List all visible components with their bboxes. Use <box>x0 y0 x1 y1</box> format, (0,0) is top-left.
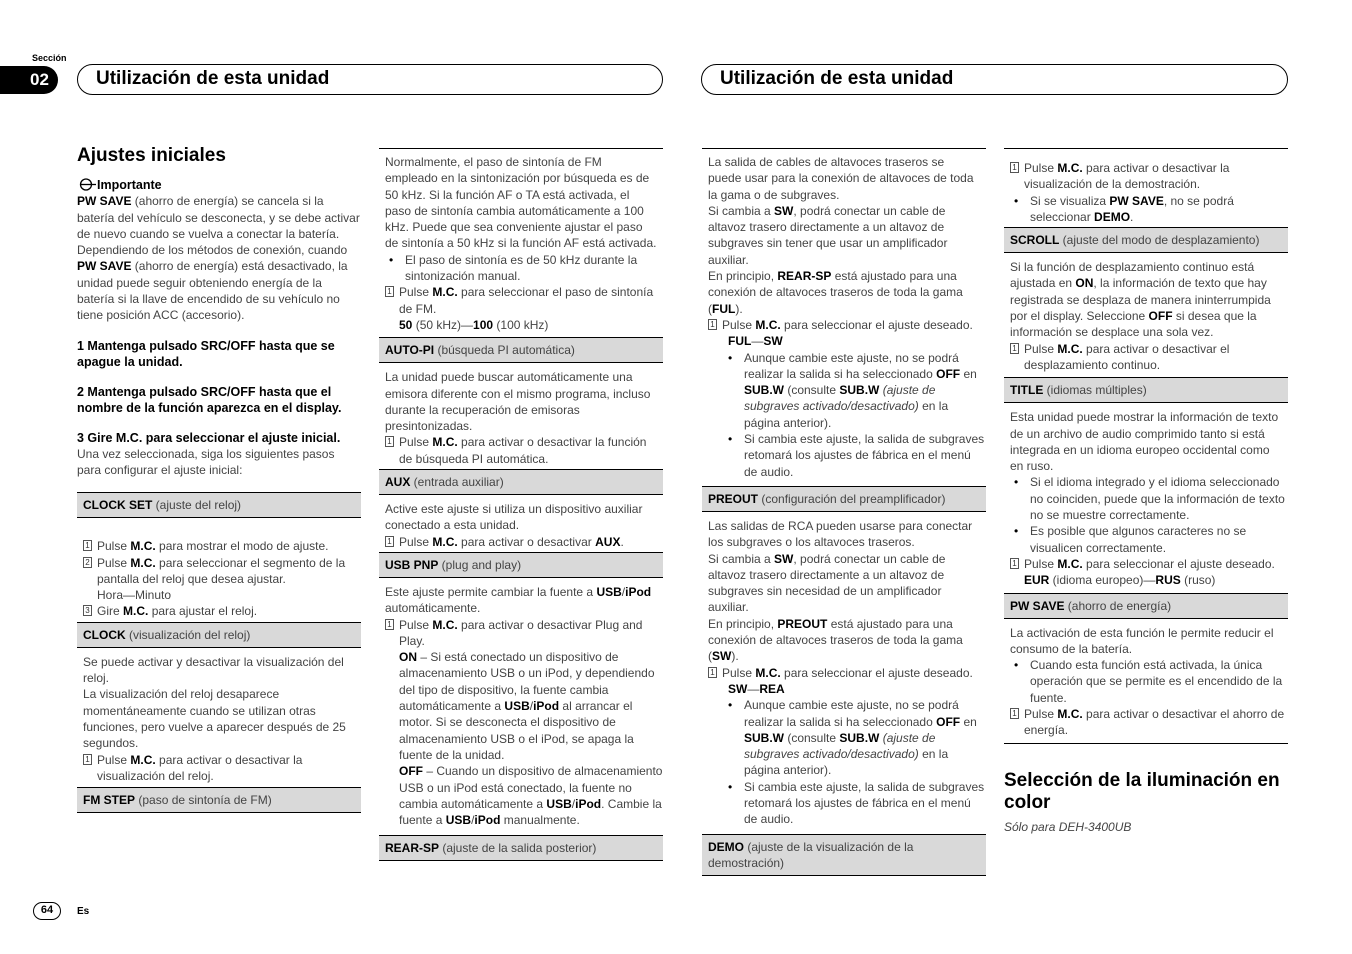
important-text: PW SAVE (ahorro de energía) se cancela si la batería del vehículo se desconecta, y se debe activar de nuevo cuando se vuelva a conectar la batería. Dependiendo de los métodos de conexión, cuando PW SAVE (ahorro de energía) está desactivado, la unidad puede seguir obteniendo energía de la batería si la llave de encendido de su vehículo no tiene posición ACC (accesorio). <box>77 194 360 323</box>
paragraph: Esta unidad puede mostrar la información de texto de un archivo de audio comprimido tanto si está integrada en un idioma europeo occidental como en ruso. <box>1010 410 1279 474</box>
setting-pw-save: PW SAVE (ahorro de energía) <box>1004 593 1288 619</box>
value-options: 50 (50 kHz)—100 (100 kHz) <box>399 317 549 332</box>
list-item: 1 Pulse M.C. para activar o desactivar Plug and Play. <box>379 617 663 650</box>
list-item: 3 Gire M.C. para ajustar el reloj. <box>77 603 361 619</box>
important-heading <box>77 177 361 193</box>
bullet-item: • Aunque cambie este ajuste, no se podrá realizar la salida si ha seleccionado OFF en SUB.W (consulte SUB.W (ajuste de subgraves activado/desactivado) en la página anterior). <box>702 697 986 778</box>
list-item: 1 Pulse M.C. para mostrar el modo de ajuste. <box>77 538 361 554</box>
paragraph: La activación de esta función le permite reducir el consumo de la batería. <box>1010 625 1274 656</box>
important-label: Importante <box>97 178 162 192</box>
column-4 <box>1004 148 1288 835</box>
list-item: 1 Pulse M.C. para activar o desactivar AUX. <box>379 534 663 550</box>
paragraph: La visualización del reloj desaparece momentáneamente cuando se utilizan otras funciones, pero vuelve a aparecer después de 25 segundos. <box>83 687 346 751</box>
paragraph: La salida de cables de altavoces traseros se puede usar para la conexión de altavoces de toda la gama o de subgraves. <box>708 155 974 202</box>
paragraph: Este ajuste permite cambiar la fuente a USB/iPod automáticamente. <box>385 584 652 616</box>
setting-aux: AUX (entrada auxiliar) <box>379 469 663 495</box>
warning-icon <box>77 178 97 191</box>
value-options: EUR (idioma europeo)—RUS (ruso) <box>1024 573 1216 588</box>
list-item: 1 Pulse M.C. para activar o desactivar el ahorro de energía. <box>1004 706 1288 739</box>
list-item: 1 Pulse M.C. para seleccionar el paso de sintonía de FM. <box>379 284 663 317</box>
paragraph: Se puede activar y desactivar la visualización del reloj. <box>83 654 344 686</box>
value-options: SW—REA <box>728 681 785 696</box>
bullet-item: • Es posible que algunos caracteres no se visualicen correctamente. <box>1004 523 1288 556</box>
value-options: Hora—Minuto <box>97 588 172 603</box>
column-2 <box>379 148 663 861</box>
bullet-item: • Aunque cambie este ajuste, no se podrá realizar la salida si ha seleccionado OFF en SUB.W (consulte SUB.W (ajuste de subgraves activado/desactivado) en la página anterior). <box>702 350 986 431</box>
paragraph: Las salidas de RCA pueden usarse para conectar los subgraves o los altavoces traseros. <box>708 518 973 550</box>
section-label: Sección <box>32 53 67 63</box>
list-item: 1 Pulse M.C. para seleccionar el ajuste deseado. <box>1004 556 1288 572</box>
bullet-item: • El paso de sintonía es de 50 kHz durante la sintonización manual. <box>379 252 663 285</box>
setting-demo: DEMO (ajuste de la visualización de la demostración) <box>702 834 986 876</box>
setting-title: TITLE (idiomas múltiples) <box>1004 377 1288 403</box>
section-number: 02 <box>0 66 58 94</box>
option-off: OFF – Cuando un dispositivo de almacenamiento USB o un iPod está conectado, la fuente no cambia automáticamente a USB/iPod. Cambie la fuente a USB/iPod manualmente. <box>399 764 663 828</box>
paragraph: La unidad puede buscar automáticamente una emisora diferente con el mismo programa, incluso durante la recuperación de emisoras presintonizadas. <box>385 370 651 434</box>
paragraph: En principio, REAR-SP está ajustado para una conexión de altavoces traseros de toda la gama (FUL). <box>708 269 963 316</box>
setting-scroll: SCROLL (ajuste del modo de desplazamiento) <box>1004 227 1288 253</box>
setting-fm-step: FM STEP (paso de sintonía de FM) <box>77 787 361 813</box>
section-title: Selección de la iluminación en color <box>1004 769 1280 813</box>
section-title: Ajustes iniciales <box>77 145 226 166</box>
bullet-item: • Si se visualiza PW SAVE, no se podrá seleccionar DEMO. <box>1004 193 1288 226</box>
paragraph: Si la función de desplazamiento continuo está ajustada en ON, la información de texto que hay registrada se desplaza de manera ininterrumpida por el display. Seleccione OFF si desea que la información se desplace una sola vez. <box>1010 260 1271 340</box>
step-2: 2 Mantenga pulsado SRC/OFF hasta que el nombre de la función aparezca en el display. <box>77 384 342 415</box>
paragraph: Si cambia a SW, podrá conectar un cable de altavoz trasero directamente a un altavoz de subgraves sin tener que usar un amplificador auxiliar. <box>708 203 948 267</box>
header-left: Utilización de esta unidad <box>77 64 663 95</box>
setting-usb-pnp: USB PNP (plug and play) <box>379 552 663 578</box>
step-1: 1 Mantenga pulsado SRC/OFF hasta que se apague la unidad. <box>77 338 335 369</box>
list-item: 1 Pulse M.C. para activar o desactivar la visualización del reloj. <box>77 752 361 785</box>
bullet-item: • Si cambia este ajuste, la salida de subgraves retomará los ajustes de fábrica en el menú de audio. <box>702 431 986 480</box>
setting-auto-pi: AUTO-PI (búsqueda PI automática) <box>379 337 663 363</box>
paragraph: Normalmente, el paso de sintonía de FM empleado en la sintonización por búsqueda es de 50 kHz. Si la función AF o TA está activada, el paso de sintonía cambia automáticamente a 100 kHz. Puede que sea conveniente ajustar el paso de sintonía a 50 kHz si la función AF está activada. <box>385 155 657 251</box>
paragraph: En principio, PREOUT está ajustado para una conexión de altavoces traseros de toda la gama (SW). <box>708 616 963 664</box>
list-item: 1 Pulse M.C. para seleccionar el ajuste deseado. <box>702 665 986 681</box>
paragraph: Si cambia a SW, podrá conectar un cable de altavoz trasero directamente a un altavoz de subgraves sin necesidad de un amplificador auxiliar. <box>708 551 946 615</box>
setting-rear-sp: REAR-SP (ajuste de la salida posterior) <box>379 835 663 861</box>
step-3-note: Una vez seleccionada, siga los siguientes pasos para configurar el ajuste inicial: <box>77 446 335 477</box>
list-item: 1 Pulse M.C. para activar o desactivar la visualización de la demostración. <box>1004 160 1288 193</box>
language-code: Es <box>77 906 90 917</box>
value-options: FUL—SW <box>728 334 783 349</box>
option-on: ON – Si está conectado un dispositivo de almacenamiento USB o un iPod, y dependiendo del tipo de dispositivo, la fuente cambia automáticamente a USB/iPod al arrancar el motor. Si se desconecta el dispositivo de almacenamiento USB o el iPod, se apaga la fuente de la unidad. <box>399 650 655 762</box>
paragraph: Active este ajuste si utiliza un dispositivo auxiliar conectado a esta unidad. <box>385 502 643 533</box>
list-item: 2 Pulse M.C. para seleccionar el segmento de la pantalla del reloj que desea ajustar. <box>77 555 361 588</box>
bullet-item: • Si cambia este ajuste, la salida de subgraves retomará los ajustes de fábrica en el menú de audio. <box>702 779 986 828</box>
setting-clock: CLOCK (visualización del reloj) <box>77 622 361 648</box>
column-3 <box>702 148 986 876</box>
column-1 <box>77 145 361 813</box>
bullet-item: • Si el idioma integrado y el idioma seleccionado no coinciden, puede que la información de texto no se muestre correctamente. <box>1004 474 1288 523</box>
setting-clock-set: CLOCK SET (ajuste del reloj) <box>77 492 361 518</box>
page-number: 64 <box>33 902 61 920</box>
model-note: Sólo para DEH-3400UB <box>1004 819 1132 834</box>
bullet-item: • Cuando esta función está activada, la única operación que se permite es el encendido de la fuente. <box>1004 657 1288 706</box>
step-3: 3 Gire M.C. para seleccionar el ajuste inicial. <box>77 430 341 445</box>
header-right: Utilización de esta unidad <box>701 64 1288 95</box>
list-item: 1 Pulse M.C. para activar o desactivar el desplazamiento continuo. <box>1004 341 1288 374</box>
setting-preout: PREOUT (configuración del preamplificador) <box>702 486 986 512</box>
list-item: 1 Pulse M.C. para activar o desactivar la función de búsqueda PI automática. <box>379 434 663 467</box>
list-item: 1 Pulse M.C. para seleccionar el ajuste deseado. <box>702 317 986 333</box>
